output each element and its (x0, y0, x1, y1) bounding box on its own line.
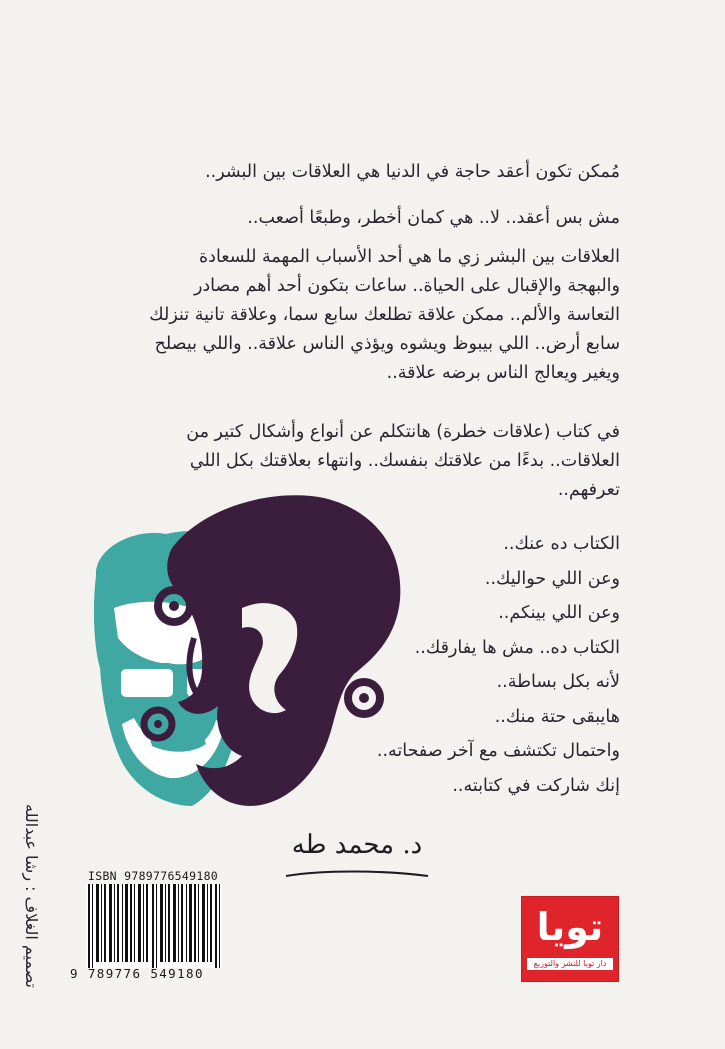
author-signature (282, 830, 432, 890)
intro-paragraph-2: مش بس أعقد.. لا.. هي كمان أخطر، وطبعًا أصعب.. (247, 208, 620, 228)
poem-verses (340, 527, 620, 803)
paragraph-line: العلاقات بين البشر زي ما هي أحد الأسباب المهمة للسعادة (198, 247, 620, 267)
intro-paragraph-3 (60, 243, 620, 388)
verse-line: إنك شاركت في كتابته.. (452, 775, 620, 796)
publisher-name: تويا (536, 905, 604, 949)
barcode (86, 884, 222, 968)
verse-line: وعن اللي حواليك.. (484, 568, 620, 589)
paragraph-line: والبهجة والإقبال على الحياة.. ساعات بتكون أحد أهم مصادر (193, 276, 620, 296)
verse-line: واحتمال تكتشف مع آخر صفحاته.. (376, 741, 620, 761)
paragraph-line: التعاسة والألم.. ممكن علاقة تطلعك سابع سما، وعلاقة تانية تنزلك (149, 305, 620, 325)
publisher-tagline: دار تويا للنشر والتوزيع (527, 958, 613, 970)
paragraph-line: سابع أرض.. اللي بيبوظ ويشوه ويؤذي الناس علاقة.. واللي بيصلح (154, 334, 620, 354)
paragraph-line: العلاقات.. بدءًا من علاقتك بنفسك.. وانتهاء بعلاقتك بكل اللي (189, 451, 620, 471)
verse-line: وعن اللي بينكم.. (498, 603, 620, 623)
verse-line: الكتاب ده.. مش ها يفارقك.. (414, 637, 620, 658)
isbn-label: ISBN 9789776549180 (88, 869, 219, 883)
paragraph-line: في كتاب (علاقات خطرة) هانتكلم عن أنواع وأشكال كتير من (186, 422, 620, 442)
barcode-digits: 9 789776 549180 (70, 966, 204, 981)
verse-line: هايبقى حتة منك.. (494, 706, 620, 727)
paragraph-line: ويغير ويعالج الناس برضه علاقة.. (386, 363, 620, 383)
signature-underline (282, 866, 432, 886)
author-name: د. محمد طه (291, 830, 423, 860)
intro-paragraph-1: مُمكن تكون أعقد حاجة في الدنيا هي العلاقات بين البشر.. (205, 162, 620, 182)
publisher-logo (521, 896, 619, 982)
verse-line: الكتاب ده عنك.. (503, 534, 620, 554)
paragraph-line: تعرفهم.. (557, 480, 620, 500)
cover-design-credit: تصميم الغلاف : رشا عبدالله (22, 804, 41, 988)
verse-line: لأنه بكل بساطة.. (496, 672, 620, 692)
